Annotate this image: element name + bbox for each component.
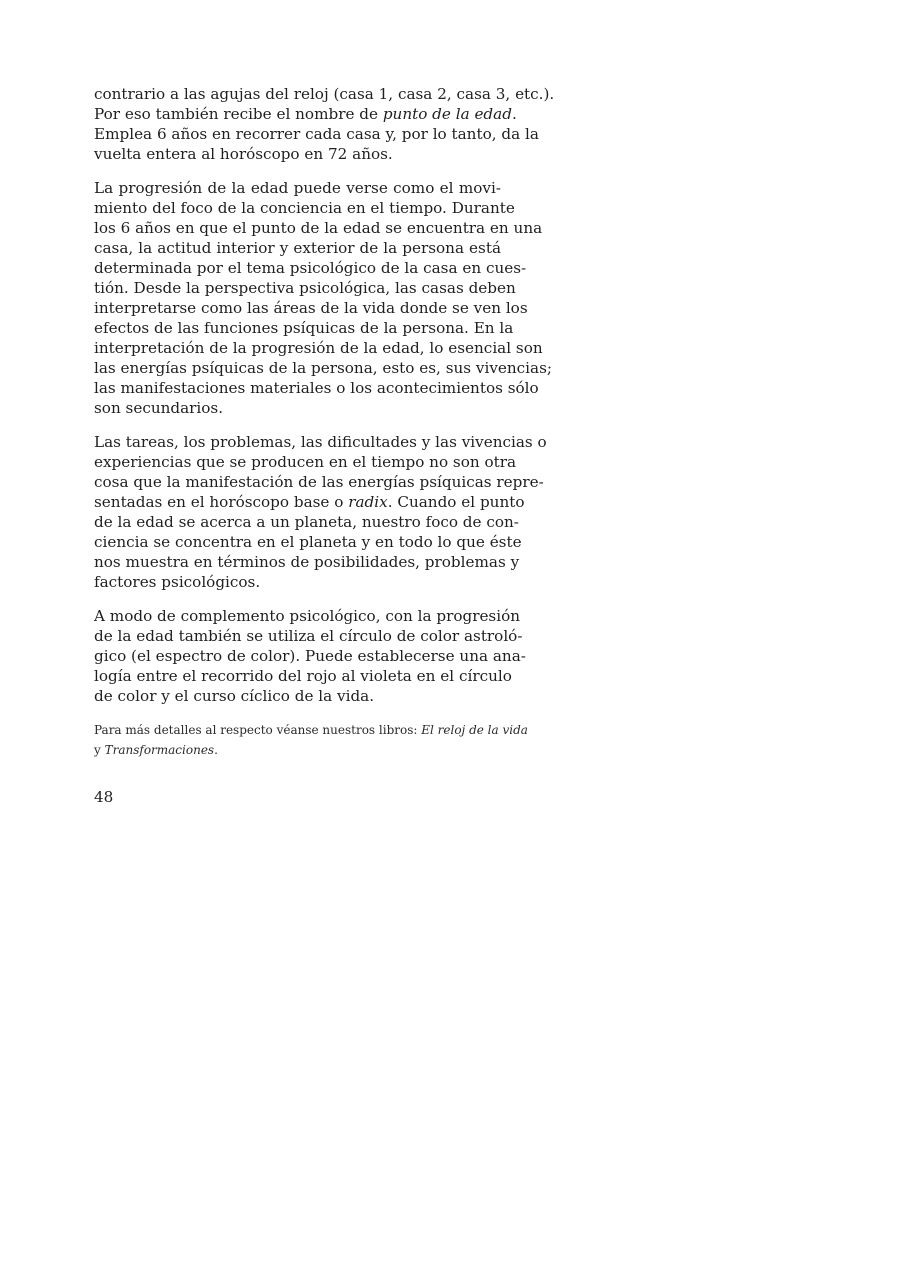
text-line: efectos de las funciones psíquicas de la persona. En la bbox=[94, 319, 514, 337]
footnote-line: y Transformaciones. bbox=[94, 743, 218, 757]
italic-term: punto de la edad bbox=[382, 105, 512, 123]
text-line: cosa que la manifestación de las energías psíquicas repre- bbox=[94, 473, 544, 491]
text-line: vuelta entera al horóscopo en 72 años. bbox=[94, 145, 393, 163]
text-line: factores psicológicos. bbox=[94, 573, 261, 591]
text-line: gico (el espectro de color). Puede establecerse una ana- bbox=[94, 647, 526, 665]
page-number: 48 bbox=[94, 788, 114, 806]
text-line: experiencias que se producen en el tiempo no son otra bbox=[94, 453, 517, 471]
text-line: Las tareas, los problemas, las dificultades y las vivencias o bbox=[94, 433, 547, 451]
text-line: determinada por el tema psicológico de la casa en cues- bbox=[94, 259, 527, 277]
footnote-line: Para más detalles al respecto véanse nuestros libros: El reloj de la vida bbox=[94, 723, 528, 737]
text-line: de color y el curso cíclico de la vida. bbox=[94, 687, 375, 705]
text-line: interpretarse como las áreas de la vida donde se ven los bbox=[94, 299, 528, 317]
text-line: casa, la actitud interior y exterior de la persona está bbox=[94, 239, 501, 257]
text-line: logía entre el recorrido del rojo al violeta en el círculo bbox=[94, 667, 512, 685]
text-line: las manifestaciones materiales o los acontecimientos sólo bbox=[94, 379, 539, 397]
text-line: sentadas en el horóscopo base o radix. Cuando el punto bbox=[94, 493, 525, 511]
text-line: de la edad también se utiliza el círculo de color astroló- bbox=[94, 627, 523, 645]
italic-term: El reloj de la vida bbox=[421, 723, 528, 737]
text-line: Emplea 6 años en recorrer cada casa y, por lo tanto, da la bbox=[94, 125, 539, 143]
text-line: contrario a las agujas del reloj (casa 1, casa 2, casa 3, etc.). bbox=[94, 85, 555, 103]
text-line: Por eso también recibe el nombre de punto de la edad. bbox=[94, 105, 517, 123]
text-line: las energías psíquicas de la persona, esto es, sus vivencias; bbox=[94, 359, 553, 377]
text-line: ciencia se concentra en el planeta y en todo lo que éste bbox=[94, 533, 522, 551]
italic-term: radix bbox=[348, 493, 388, 511]
paragraph-3 bbox=[94, 432, 547, 592]
text-line: son secundarios. bbox=[94, 399, 224, 417]
text-line: tión. Desde la perspectiva psicológica, las casas deben bbox=[94, 279, 516, 297]
footnote bbox=[94, 720, 528, 760]
paragraph-4 bbox=[94, 606, 526, 706]
paragraph-2 bbox=[94, 178, 553, 418]
text-line: los 6 años en que el punto de la edad se encuentra en una bbox=[94, 219, 543, 237]
page-body bbox=[94, 84, 555, 760]
text-line: interpretación de la progresión de la edad, lo esencial son bbox=[94, 339, 543, 357]
text-line: miento del foco de la conciencia en el tiempo. Durante bbox=[94, 199, 515, 217]
text-line: nos muestra en términos de posibilidades, problemas y bbox=[94, 553, 520, 571]
paragraph-1 bbox=[94, 84, 555, 164]
text-line: La progresión de la edad puede verse como el movi- bbox=[94, 179, 501, 197]
text-line: de la edad se acerca a un planeta, nuestro foco de con- bbox=[94, 513, 519, 531]
text-line: A modo de complemento psicológico, con la progresión bbox=[94, 607, 521, 625]
italic-term: Transformaciones bbox=[104, 743, 215, 757]
